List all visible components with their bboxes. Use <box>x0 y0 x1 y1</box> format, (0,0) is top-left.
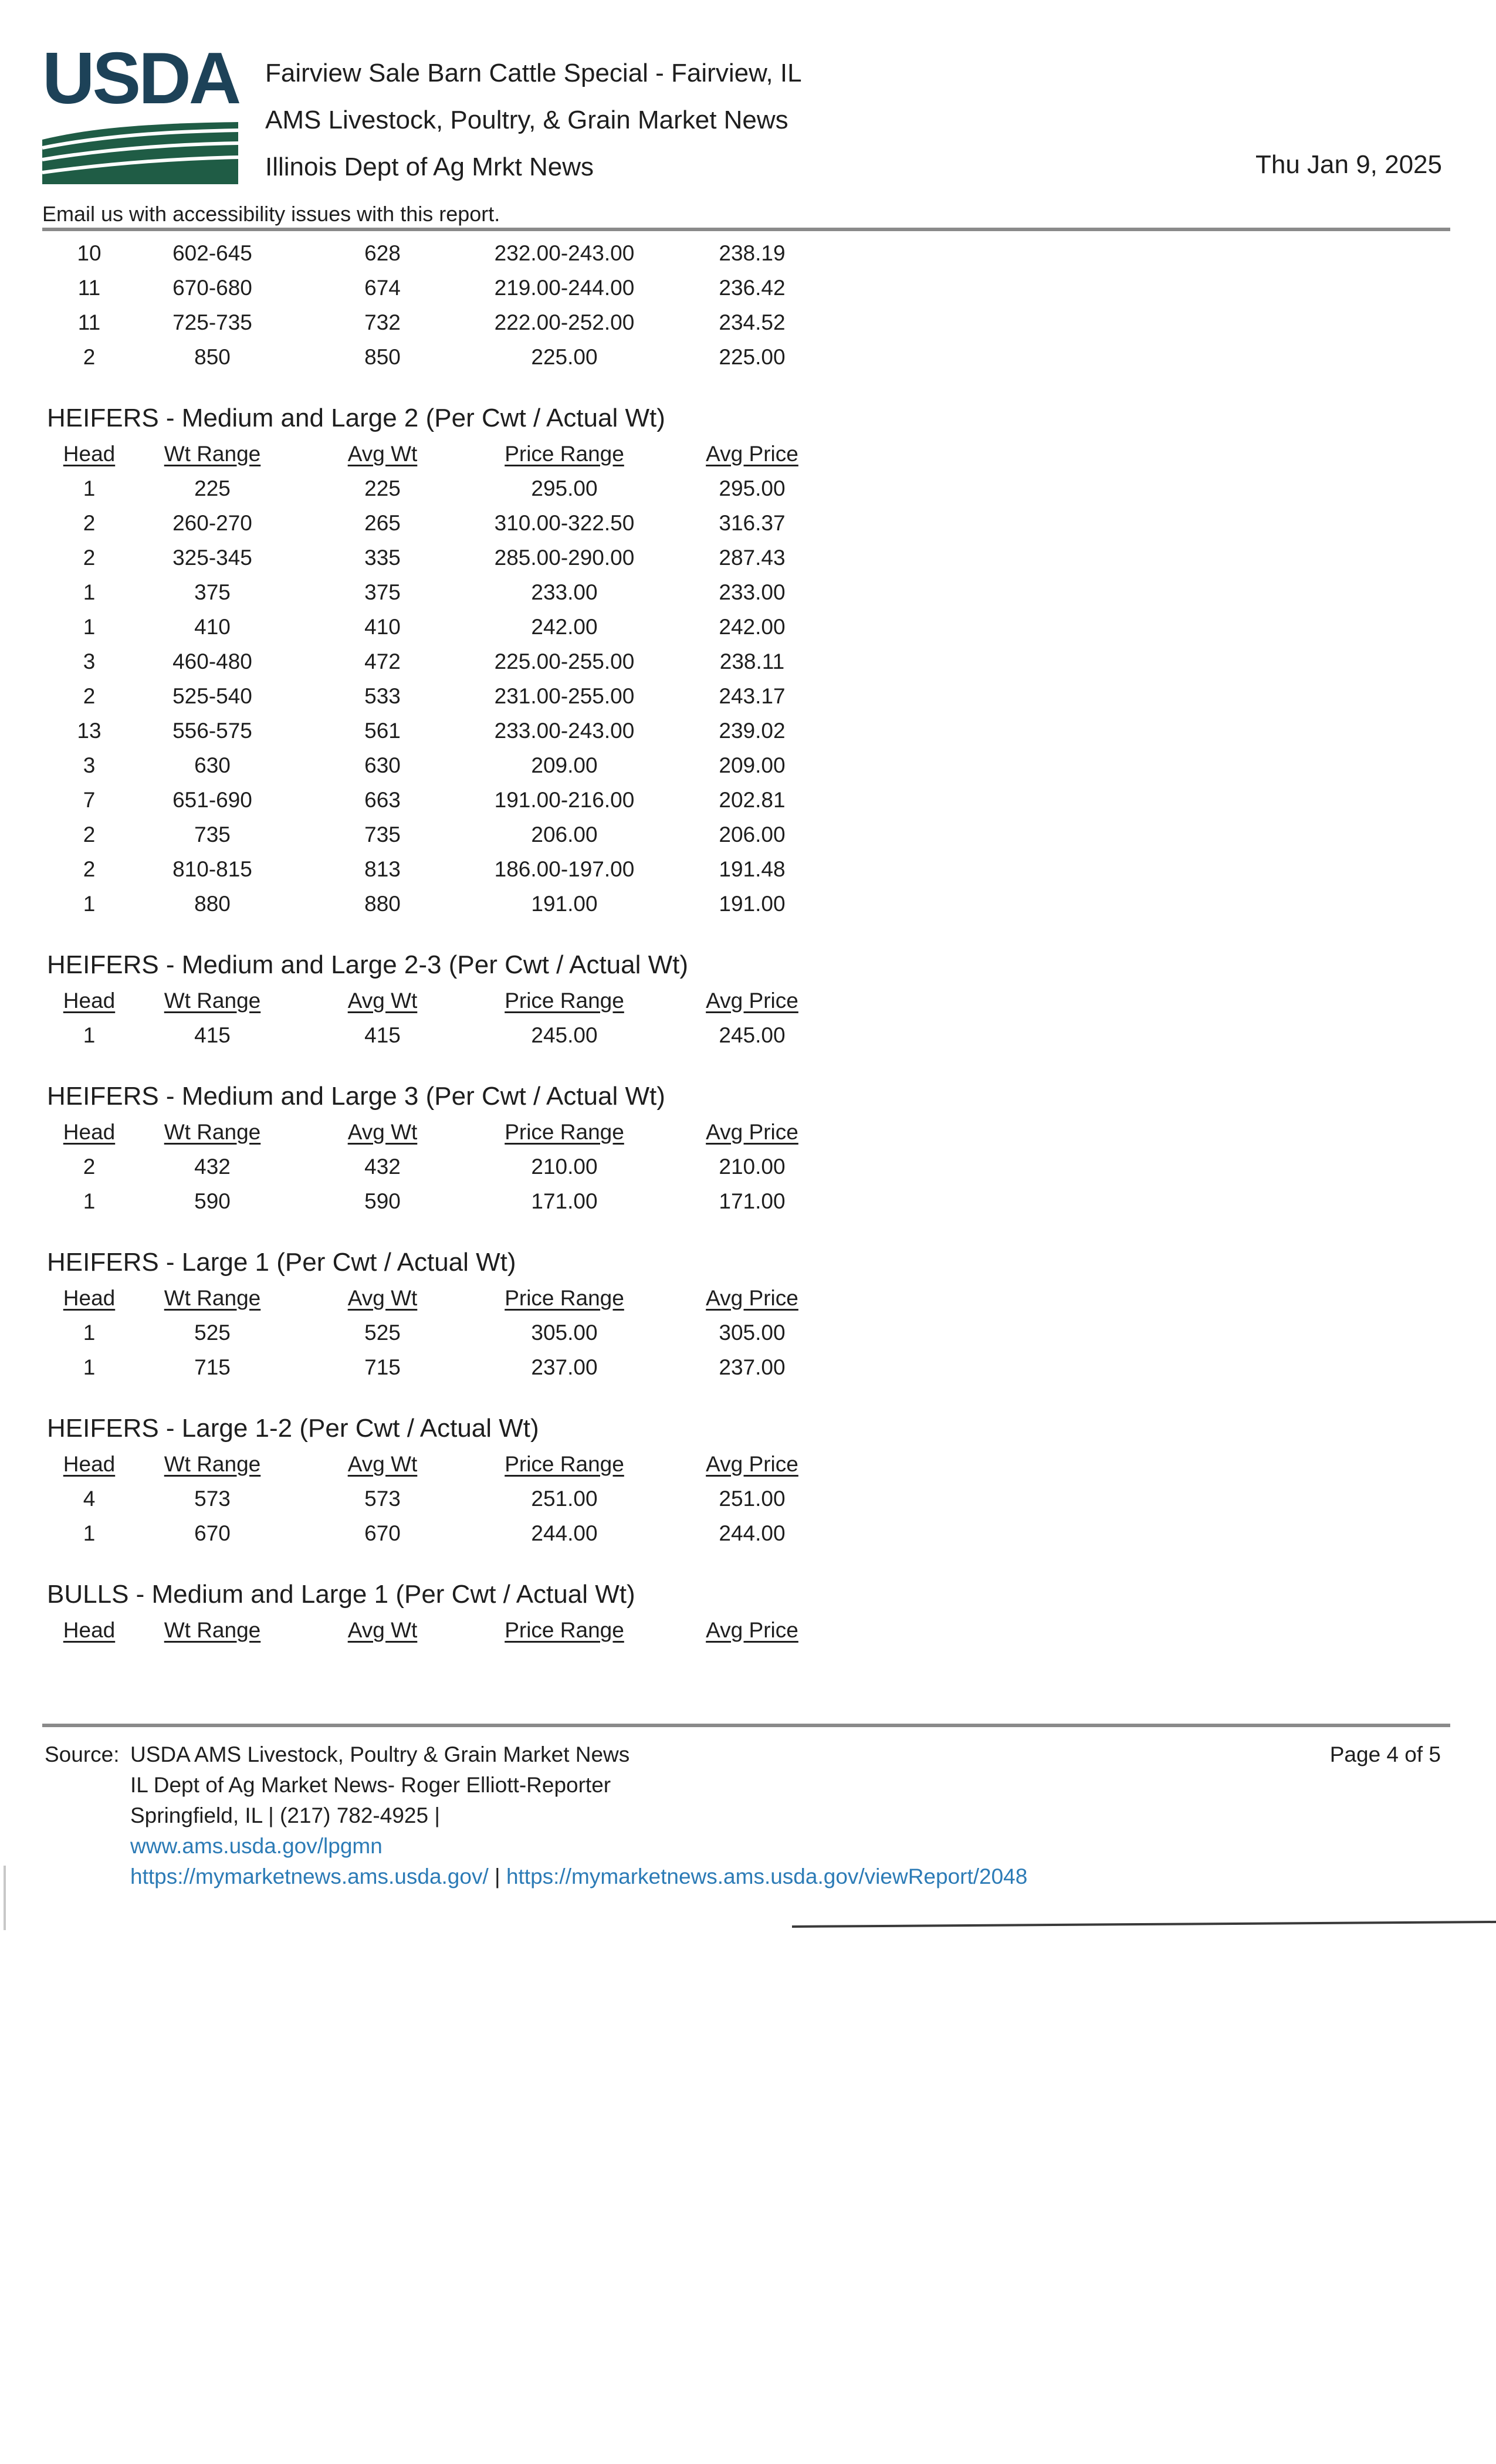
cell-avg-wt: 880 <box>364 891 401 916</box>
cell-price-range: 209.00 <box>531 753 598 777</box>
cell-head: 4 <box>83 1486 96 1511</box>
cell-avg-wt: 335 <box>364 545 401 570</box>
column-label: Avg Wt <box>347 988 418 1013</box>
column-label: Wt Range <box>164 988 261 1013</box>
section-gap <box>42 1219 922 1244</box>
cell-avg-wt: 375 <box>364 580 401 604</box>
cell-head: 1 <box>83 1521 96 1545</box>
cell-avg-price: 239.02 <box>719 718 786 743</box>
table-row <box>42 575 922 610</box>
column-header-wt-range <box>136 1452 289 1477</box>
cell-avg-price: 233.00 <box>719 580 786 604</box>
cell-avg-price: 237.00 <box>719 1355 786 1379</box>
column-header-price-range <box>476 1618 652 1643</box>
cell-head: 13 <box>77 718 101 743</box>
cell-wt-range: 415 <box>194 1023 231 1047</box>
table-row <box>42 305 922 340</box>
column-label: Avg Wt <box>347 1617 418 1642</box>
cell-avg-price: 238.19 <box>719 241 786 265</box>
column-header-row <box>42 436 922 471</box>
column-label: Avg Wt <box>347 441 418 466</box>
column-label: Avg Price <box>706 1451 798 1476</box>
cell-avg-wt: 715 <box>364 1355 401 1379</box>
source-line-2: IL Dept of Ag Market News- Roger Elliott-Reporter <box>130 1773 611 1797</box>
cell-avg-price: 238.11 <box>719 649 785 673</box>
cell-wt-range: 573 <box>194 1486 231 1511</box>
cell-price-range: 310.00-322.50 <box>494 510 635 535</box>
column-label: Avg Price <box>706 1285 798 1310</box>
table-row <box>42 270 922 305</box>
scan-edge <box>0 1866 1496 1936</box>
header-divider <box>42 228 1450 231</box>
column-label: Wt Range <box>164 1285 261 1310</box>
column-label: Price Range <box>505 1451 624 1476</box>
cell-avg-price: 245.00 <box>719 1023 786 1047</box>
report-agency: AMS Livestock, Poultry, & Grain Market News <box>265 106 788 134</box>
section-gap <box>42 1052 922 1078</box>
cell-avg-wt: 590 <box>364 1189 401 1213</box>
cell-head: 1 <box>83 1189 96 1213</box>
column-header-head <box>42 1452 136 1477</box>
column-header-wt-range <box>136 442 289 466</box>
column-header-row <box>42 1447 922 1481</box>
cell-avg-wt: 670 <box>364 1521 401 1545</box>
table-row <box>42 783 922 817</box>
cell-wt-range: 715 <box>194 1355 231 1379</box>
table-row <box>42 610 922 644</box>
cell-avg-price: 242.00 <box>719 614 786 639</box>
cell-price-range: 225.00 <box>531 344 598 369</box>
cell-price-range: 305.00 <box>531 1320 598 1345</box>
cell-wt-range: 602-645 <box>172 241 252 265</box>
cell-avg-price: 171.00 <box>719 1189 786 1213</box>
cell-avg-wt: 225 <box>364 476 401 500</box>
cell-head: 2 <box>83 1154 96 1179</box>
cell-wt-range: 525 <box>194 1320 231 1345</box>
accessibility-note: Email us with accessibility issues with this report. <box>42 202 500 226</box>
section-title: HEIFERS - Medium and Large 2 (Per Cwt / Actual Wt) <box>47 404 665 432</box>
column-header-row <box>42 983 922 1018</box>
cell-head: 1 <box>83 580 96 604</box>
cell-avg-wt: 732 <box>364 310 401 334</box>
cell-head: 1 <box>83 614 96 639</box>
cell-avg-wt: 561 <box>364 718 401 743</box>
column-header-avg-price <box>652 1452 852 1477</box>
cell-wt-range: 225 <box>194 476 231 500</box>
cell-price-range: 237.00 <box>531 1355 598 1379</box>
cell-price-range: 251.00 <box>531 1486 598 1511</box>
column-label: Wt Range <box>164 1451 261 1476</box>
section-title: HEIFERS - Large 1 (Per Cwt / Actual Wt) <box>47 1248 516 1277</box>
cell-head: 2 <box>83 822 96 847</box>
cell-head: 2 <box>83 545 96 570</box>
cell-head: 3 <box>83 753 96 777</box>
cell-avg-price: 236.42 <box>719 275 786 300</box>
column-header-avg-price <box>652 1120 852 1145</box>
cell-avg-price: 209.00 <box>719 753 786 777</box>
cell-wt-range: 670 <box>194 1521 231 1545</box>
column-header-avg-wt <box>289 1120 476 1145</box>
column-label: Head <box>63 1617 116 1642</box>
column-label: Price Range <box>505 1119 624 1144</box>
cell-avg-wt: 663 <box>364 787 401 812</box>
cell-wt-range: 590 <box>194 1189 231 1213</box>
column-label: Avg Wt <box>347 1285 418 1310</box>
cell-head: 2 <box>83 510 96 535</box>
cell-avg-wt: 410 <box>364 614 401 639</box>
column-label: Avg Price <box>706 441 798 466</box>
cell-wt-range: 880 <box>194 891 231 916</box>
report-title: Fairview Sale Barn Cattle Special - Fairview, IL <box>265 59 802 87</box>
table-row <box>42 1149 922 1184</box>
cell-wt-range: 651-690 <box>172 787 252 812</box>
table-row <box>42 886 922 921</box>
cell-wt-range: 850 <box>194 344 231 369</box>
cell-avg-price: 191.48 <box>719 857 786 881</box>
cell-avg-wt: 533 <box>364 683 401 708</box>
source-label: Source: <box>45 1742 120 1766</box>
column-header-price-range <box>476 989 652 1013</box>
report-office: Illinois Dept of Ag Mrkt News <box>265 153 594 181</box>
cell-price-range: 244.00 <box>531 1521 598 1545</box>
cell-price-range: 206.00 <box>531 822 598 847</box>
column-label: Price Range <box>505 988 624 1013</box>
column-header-head <box>42 1286 136 1311</box>
cell-price-range: 191.00-216.00 <box>494 787 635 812</box>
cell-price-range: 225.00-255.00 <box>494 649 635 673</box>
cell-wt-range: 725-735 <box>172 310 252 334</box>
column-label: Price Range <box>505 441 624 466</box>
column-label: Head <box>63 441 116 466</box>
source-line-1: USDA AMS Livestock, Poultry & Grain Market News <box>130 1742 630 1766</box>
page-number: Page 4 of 5 <box>1329 1742 1441 1766</box>
column-header-price-range <box>476 442 652 466</box>
cell-wt-range: 810-815 <box>172 857 252 881</box>
column-header-avg-price <box>652 1618 852 1643</box>
table-row <box>42 748 922 783</box>
column-header-price-range <box>476 1286 652 1311</box>
view-report-link[interactable]: https://mymarketnews.ams.usda.gov/viewReport/2048 <box>506 1864 1028 1888</box>
cell-head: 1 <box>83 476 96 500</box>
report-date: Thu Jan 9, 2025 <box>1255 150 1442 179</box>
column-header-avg-wt <box>289 1452 476 1477</box>
cell-avg-price: 202.81 <box>719 787 786 812</box>
column-header-head <box>42 442 136 466</box>
cell-avg-price: 244.00 <box>719 1521 786 1545</box>
column-header-price-range <box>476 1120 652 1145</box>
cell-head: 7 <box>83 787 96 812</box>
cell-price-range: 210.00 <box>531 1154 598 1179</box>
cell-avg-price: 287.43 <box>719 545 786 570</box>
cell-head: 3 <box>83 649 96 673</box>
column-label: Avg Wt <box>347 1451 418 1476</box>
cell-avg-price: 210.00 <box>719 1154 786 1179</box>
cell-head: 2 <box>83 344 96 369</box>
footer-divider <box>42 1724 1450 1727</box>
cell-head: 10 <box>77 241 101 265</box>
cell-wt-range: 525-540 <box>172 683 252 708</box>
cell-avg-price: 243.17 <box>719 683 786 708</box>
column-header-wt-range <box>136 989 289 1013</box>
cell-head: 1 <box>83 891 96 916</box>
cell-avg-price: 316.37 <box>719 510 786 535</box>
cell-price-range: 295.00 <box>531 476 598 500</box>
cell-wt-range: 670-680 <box>172 275 252 300</box>
section-title: HEIFERS - Large 1-2 (Per Cwt / Actual Wt) <box>47 1414 539 1443</box>
section-gap <box>42 374 922 400</box>
column-header-row <box>42 1115 922 1149</box>
column-label: Avg Wt <box>347 1119 418 1144</box>
cell-price-range: 242.00 <box>531 614 598 639</box>
cell-avg-wt: 415 <box>364 1023 401 1047</box>
cell-wt-range: 460-480 <box>172 649 252 673</box>
cell-price-range: 231.00-255.00 <box>494 683 635 708</box>
source-line-3: Springfield, IL | (217) 782-4925 | <box>130 1803 440 1827</box>
section-title: BULLS - Medium and Large 1 (Per Cwt / Actual Wt) <box>47 1580 635 1609</box>
column-header-wt-range <box>136 1618 289 1643</box>
column-header-avg-price <box>652 989 852 1013</box>
table-row <box>42 1516 922 1551</box>
cell-avg-price: 295.00 <box>719 476 786 500</box>
table-row <box>42 644 922 679</box>
table-row <box>42 236 922 270</box>
cell-head: 11 <box>77 275 101 300</box>
cell-avg-wt: 432 <box>364 1154 401 1179</box>
column-header-wt-range <box>136 1120 289 1145</box>
table-row <box>42 713 922 748</box>
cell-wt-range: 260-270 <box>172 510 252 535</box>
usda-logo-field-icon <box>42 122 238 184</box>
column-header-avg-wt <box>289 989 476 1013</box>
column-label: Price Range <box>505 1617 624 1642</box>
cell-price-range: 219.00-244.00 <box>494 275 635 300</box>
column-header-row <box>42 1281 922 1315</box>
lpgmn-link[interactable]: www.ams.usda.gov/lpgmn <box>130 1834 383 1858</box>
table-row <box>42 540 922 575</box>
section-title: HEIFERS - Medium and Large 3 (Per Cwt / Actual Wt) <box>47 1082 665 1111</box>
mymarketnews-link[interactable]: https://mymarketnews.ams.usda.gov/ <box>130 1864 489 1888</box>
table-row <box>42 1018 922 1052</box>
column-header-head <box>42 989 136 1013</box>
column-header-avg-wt <box>289 1618 476 1643</box>
column-label: Wt Range <box>164 1617 261 1642</box>
cell-wt-range: 630 <box>194 753 231 777</box>
cell-avg-wt: 472 <box>364 649 401 673</box>
cell-head: 2 <box>83 857 96 881</box>
link-separator: | <box>495 1864 500 1888</box>
cell-avg-price: 305.00 <box>719 1320 786 1345</box>
cell-avg-wt: 525 <box>364 1320 401 1345</box>
section-gap <box>42 921 922 947</box>
cell-avg-wt: 850 <box>364 344 401 369</box>
column-header-avg-price <box>652 442 852 466</box>
column-label: Avg Price <box>706 1617 798 1642</box>
cell-head: 2 <box>83 683 96 708</box>
cell-wt-range: 556-575 <box>172 718 252 743</box>
cell-avg-wt: 674 <box>364 275 401 300</box>
usda-logo <box>42 38 239 184</box>
column-label: Avg Price <box>706 988 798 1013</box>
column-header-head <box>42 1618 136 1643</box>
table-row <box>42 1315 922 1350</box>
table-row <box>42 506 922 540</box>
column-label: Head <box>63 1285 116 1310</box>
table-row <box>42 1350 922 1385</box>
cell-avg-wt: 813 <box>364 857 401 881</box>
cell-avg-wt: 735 <box>364 822 401 847</box>
table-row <box>42 679 922 713</box>
cell-price-range: 233.00-243.00 <box>494 718 635 743</box>
column-label: Avg Price <box>706 1119 798 1144</box>
cell-price-range: 245.00 <box>531 1023 598 1047</box>
table-row <box>42 817 922 852</box>
cell-avg-wt: 265 <box>364 510 401 535</box>
cell-wt-range: 325-345 <box>172 545 252 570</box>
section-title: HEIFERS - Medium and Large 2-3 (Per Cwt / Actual Wt) <box>47 950 689 979</box>
table-row <box>42 471 922 506</box>
cell-head: 1 <box>83 1355 96 1379</box>
cell-head: 1 <box>83 1320 96 1345</box>
usda-logo-text: USDA <box>42 38 239 119</box>
table-row <box>42 340 922 374</box>
cell-avg-wt: 573 <box>364 1486 401 1511</box>
column-label: Head <box>63 988 116 1013</box>
column-label: Wt Range <box>164 441 261 466</box>
cell-avg-price: 191.00 <box>719 891 786 916</box>
cell-wt-range: 735 <box>194 822 231 847</box>
section-gap <box>42 1551 922 1576</box>
cell-wt-range: 432 <box>194 1154 231 1179</box>
column-header-wt-range <box>136 1286 289 1311</box>
cell-price-range: 285.00-290.00 <box>494 545 635 570</box>
section-gap <box>42 1385 922 1410</box>
column-label: Head <box>63 1451 116 1476</box>
table-row <box>42 852 922 886</box>
cell-price-range: 222.00-252.00 <box>494 310 635 334</box>
column-header-price-range <box>476 1452 652 1477</box>
cell-avg-price: 225.00 <box>719 344 786 369</box>
cell-wt-range: 375 <box>194 580 231 604</box>
cell-price-range: 191.00 <box>531 891 598 916</box>
report-content <box>42 236 922 1647</box>
cell-wt-range: 410 <box>194 614 231 639</box>
cell-price-range: 186.00-197.00 <box>494 857 635 881</box>
cell-avg-price: 251.00 <box>719 1486 786 1511</box>
column-header-head <box>42 1120 136 1145</box>
column-header-row <box>42 1613 922 1647</box>
cell-head: 1 <box>83 1023 96 1047</box>
cell-avg-price: 234.52 <box>719 310 786 334</box>
cell-avg-price: 206.00 <box>719 822 786 847</box>
cell-avg-wt: 630 <box>364 753 401 777</box>
column-header-avg-wt <box>289 442 476 466</box>
cell-avg-wt: 628 <box>364 241 401 265</box>
cell-price-range: 233.00 <box>531 580 598 604</box>
cell-price-range: 171.00 <box>531 1189 598 1213</box>
column-label: Wt Range <box>164 1119 261 1144</box>
column-label: Head <box>63 1119 116 1144</box>
column-header-avg-wt <box>289 1286 476 1311</box>
cell-price-range: 232.00-243.00 <box>494 241 635 265</box>
table-row <box>42 1184 922 1219</box>
column-header-avg-price <box>652 1286 852 1311</box>
table-row <box>42 1481 922 1516</box>
cell-head: 11 <box>77 310 101 334</box>
column-label: Price Range <box>505 1285 624 1310</box>
